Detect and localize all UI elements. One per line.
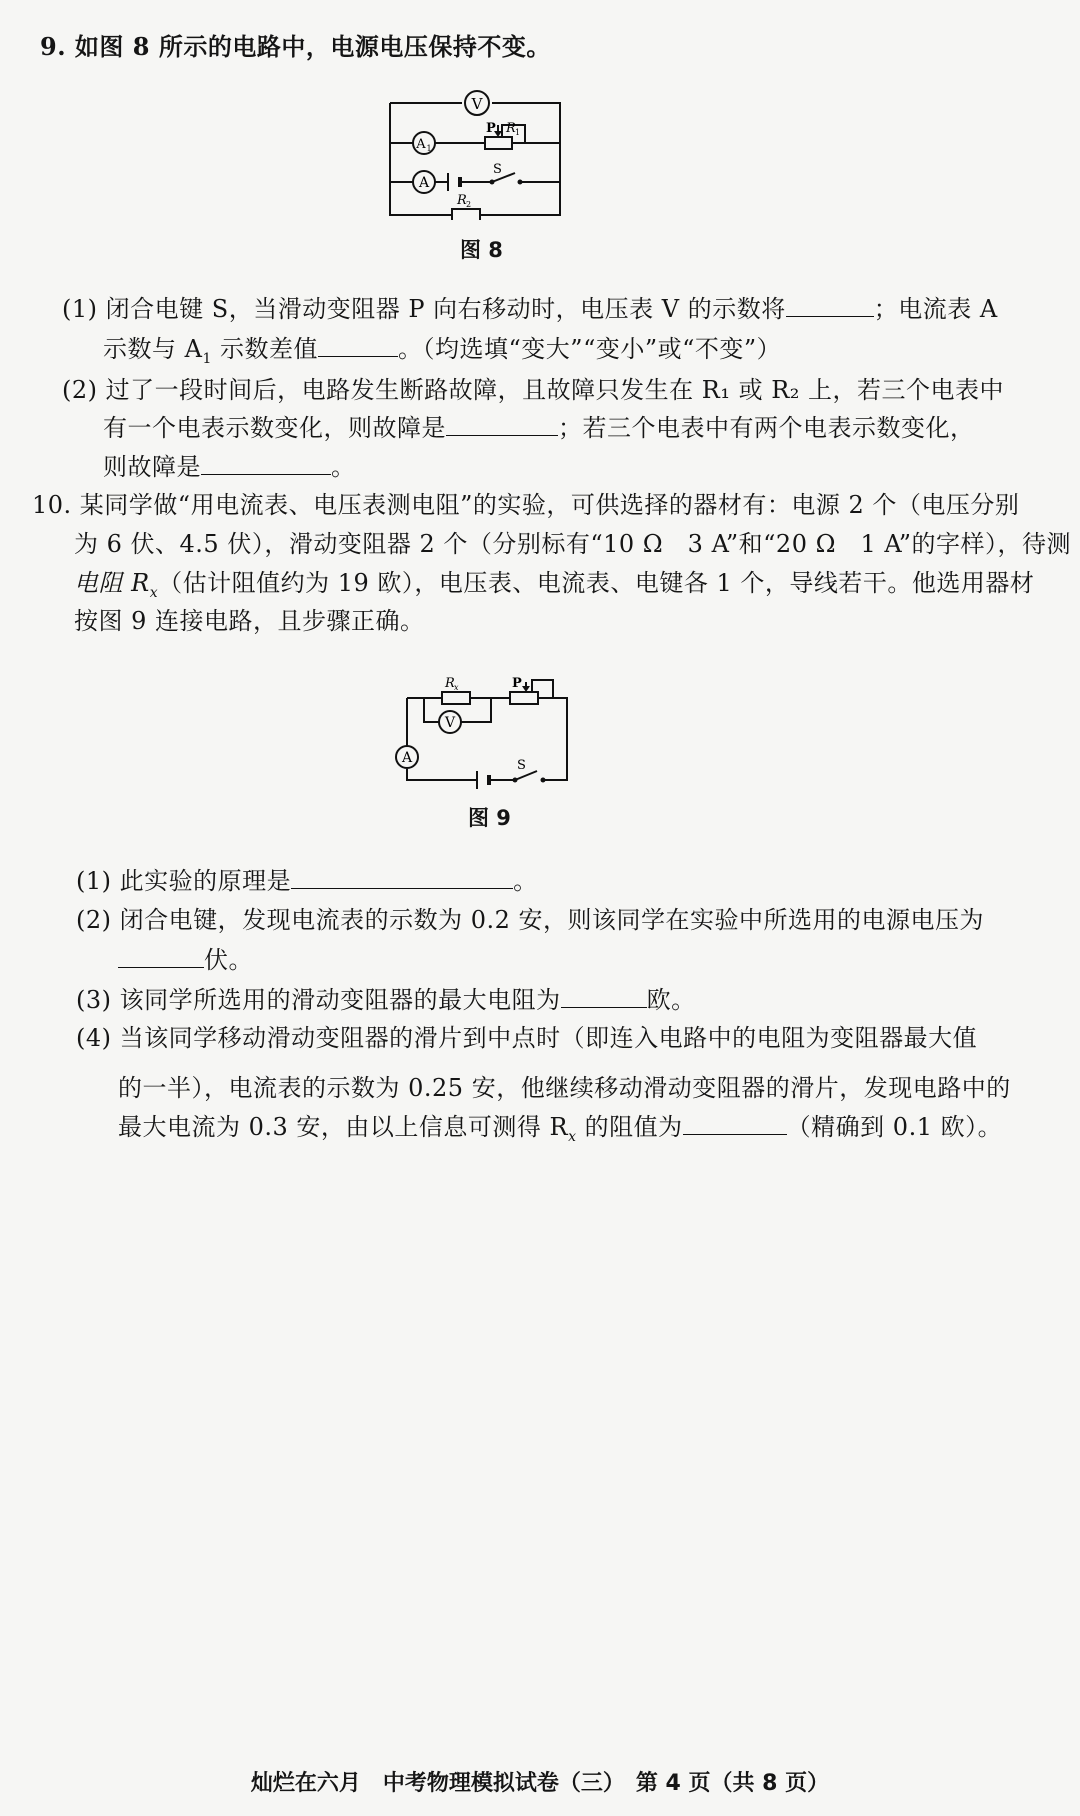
fig9-label-s: S <box>517 758 526 773</box>
q10-stem-line4: 按图 9 连接电路，且步骤正确。 <box>74 607 425 635</box>
q9-part2-line3: 则故障是 。 <box>103 453 356 481</box>
fig8-label-r1-sub: 1 <box>515 128 521 137</box>
fig9-label-p: P <box>512 676 522 691</box>
page-footer: 灿烂在六月 中考物理模拟试卷（三） 第 4 页（共 8 页） <box>250 1771 830 1796</box>
fig8-label-a1: A <box>416 137 426 152</box>
answer-blank-q10-4[interactable] <box>683 1114 787 1135</box>
fig9-label-v: V <box>444 715 456 731</box>
q10-stem-line1: 10. 某同学做“用电流表、电压表测电阻”的实验，可供选择的器材有：电源 2 个（电压分别 <box>32 491 1020 519</box>
fig8-label-s: S <box>493 162 502 177</box>
fig8-label-v: V <box>471 95 483 113</box>
fig8-label-a: A <box>418 175 430 191</box>
q10-part1: (1) 此实验的原理是 。 <box>76 867 538 895</box>
fig9-label-rx-sub: x <box>454 683 459 692</box>
answer-blank-q9-3[interactable] <box>446 415 558 436</box>
figure-9-caption: 图 9 <box>468 806 511 830</box>
q9-part1-line2: 示数与 $A_1$ 示数差值 。（均选填“变大”“变小”或“不变”） <box>103 335 782 367</box>
fig8-label-r2: R <box>457 193 467 208</box>
fig9-label-a: A <box>401 750 413 766</box>
figure-8-circuit <box>380 85 570 220</box>
q9-part2-line1: (2) 过了一段时间后，电路发生断路故障，且故障只发生在 R₁ 或 R₂ 上，若三个电表中 <box>62 376 1005 404</box>
answer-blank-q10-3[interactable] <box>561 987 647 1008</box>
fig8-label-r2-sub: 2 <box>466 200 472 209</box>
q10-part4-line1: (4) 当该同学移动滑动变阻器的滑片到中点时（即连入电路中的电阻为变阻器最大值 <box>76 1024 978 1052</box>
q10-part4-line3: 最大电流为 0.3 安，由以上信息可测得 $R_x$ 的阻值为 （精确到 0.1 欧）。 <box>118 1113 1003 1145</box>
figure-9-circuit <box>385 668 585 798</box>
fig9-label-rx: R <box>445 676 455 691</box>
q10-stem-line2: 为 6 伏、4.5 伏），滑动变阻器 2 个（分别标有“10 Ω 3 A”和“20 Ω 1 A”的字样），待测 <box>74 530 1071 558</box>
answer-blank-q9-4[interactable] <box>201 454 331 475</box>
answer-blank-q9-2[interactable] <box>318 336 398 357</box>
q10-stem-line3: 电阻 $R_x$（估计阻值约为 19 欧），电压表、电流表、电键各 1 个，导线若干。他选用器材 <box>74 569 1035 601</box>
q9-stem: 9. 如图 8 所示的电路中，电源电压保持不变。 <box>40 32 551 61</box>
q10-part2-line2: 伏。 <box>118 945 253 975</box>
answer-blank-q9-1[interactable] <box>786 296 874 317</box>
q9-part1-line1: (1) 闭合电键 S，当滑动变阻器 P 向右移动时，电压表 V 的示数将 ；电流表 A <box>62 295 998 323</box>
q10-part4-line2: 的一半），电流表的示数为 0.25 安，他继续移动滑动变阻器的滑片，发现电路中的 <box>118 1074 1011 1102</box>
figure-8-caption: 图 8 <box>460 238 503 262</box>
fig8-label-a1-sub: 1 <box>426 144 432 153</box>
q9-part2-line2: 有一个电表示数变化，则故障是 ；若三个电表中有两个电表示数变化， <box>103 414 975 442</box>
fig8-label-p: P <box>486 121 496 136</box>
answer-blank-q10-1[interactable] <box>291 868 513 889</box>
answer-blank-q10-2[interactable] <box>118 947 204 968</box>
q10-part2-line1: (2) 闭合电键，发现电流表的示数为 0.2 安，则该同学在实验中所选用的电源电压为 <box>76 906 985 934</box>
fig8-label-r1: R <box>506 121 516 136</box>
q10-part3: (3) 该同学所选用的滑动变阻器的最大电阻为 欧。 <box>76 986 696 1014</box>
